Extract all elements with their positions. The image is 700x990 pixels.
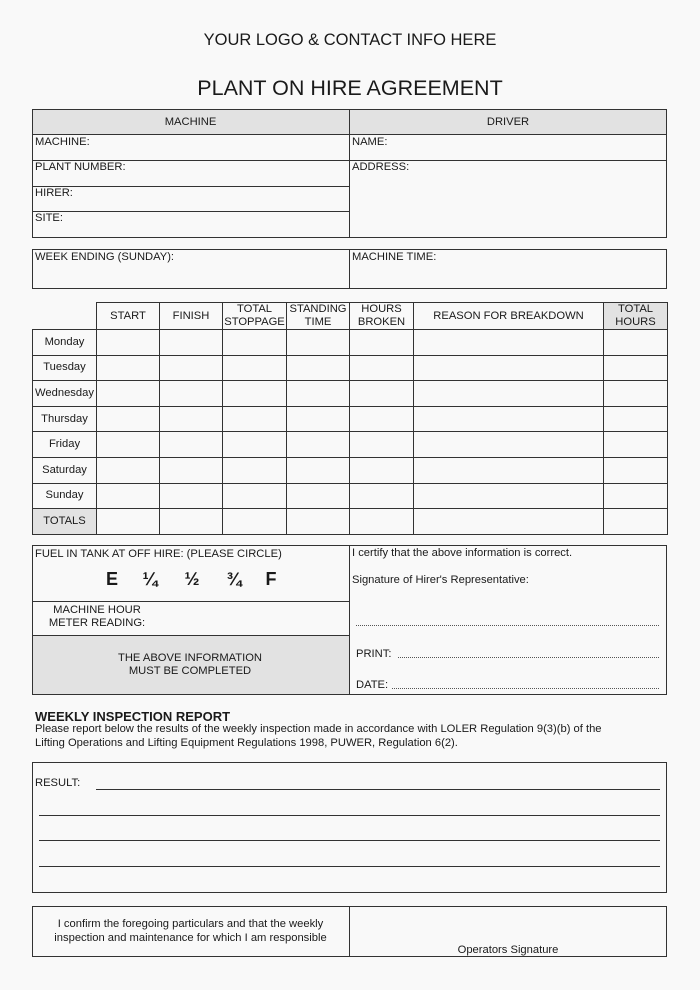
result-line[interactable] bbox=[39, 815, 660, 816]
machine-heading: MACHINE bbox=[164, 116, 217, 128]
table-row bbox=[33, 483, 668, 509]
fuel-level-three-quarter[interactable]: ¾ bbox=[226, 569, 242, 589]
result-line[interactable] bbox=[39, 840, 660, 841]
col-standing-time: STANDING TIME bbox=[287, 303, 350, 330]
date-label: DATE: bbox=[356, 679, 389, 691]
timesheet-table bbox=[32, 302, 668, 535]
day-label: Monday bbox=[33, 330, 97, 356]
logo-placeholder: YOUR LOGO & CONTACT INFO HERE bbox=[203, 31, 497, 49]
table-row bbox=[33, 406, 668, 432]
confirmation-line-2: inspection and maintenance for which I am responsible bbox=[54, 932, 327, 944]
col-hours-broken: HOURS BROKEN bbox=[350, 303, 414, 330]
print-line[interactable] bbox=[398, 657, 659, 658]
fuel-level-empty[interactable]: E bbox=[105, 569, 118, 589]
col-reason-for-breakdown: REASON FOR BREAKDOWN bbox=[414, 303, 604, 330]
result-line[interactable] bbox=[96, 789, 660, 790]
site-field-label[interactable]: SITE: bbox=[35, 212, 63, 224]
machine-field-label[interactable]: MACHINE: bbox=[35, 136, 90, 148]
week-ending-field-label[interactable]: WEEK ENDING (SUNDAY): bbox=[35, 251, 175, 263]
col-total-stoppage: TOTAL STOPPAGE bbox=[224, 303, 285, 328]
totals-label: TOTALS bbox=[33, 509, 97, 535]
operators-signature-label[interactable]: Operators Signature bbox=[457, 944, 559, 956]
table-row bbox=[33, 355, 668, 381]
plant-number-field-label[interactable]: PLANT NUMBER: bbox=[35, 161, 126, 173]
hirer-signature-line[interactable] bbox=[356, 625, 659, 626]
certify-statement: I certify that the above information is correct. bbox=[352, 547, 573, 559]
fuel-level-full[interactable]: F bbox=[265, 569, 277, 589]
day-label: Tuesday bbox=[33, 355, 97, 381]
result-label: RESULT: bbox=[35, 777, 81, 789]
table-row bbox=[33, 457, 668, 483]
fuel-level-half[interactable]: ½ bbox=[184, 569, 200, 589]
confirmation-line-1: I confirm the foregoing particulars and that the weekly bbox=[57, 918, 324, 930]
table-row bbox=[33, 381, 668, 407]
inspection-description-2: Lifting Operations and Lifting Equipment Regulations 1998, PUWER, Regulation 6(2). bbox=[35, 737, 458, 749]
table-row bbox=[33, 432, 668, 458]
hirer-field-label[interactable]: HIRER: bbox=[35, 187, 73, 199]
hirer-signature-label: Signature of Hirer's Representative: bbox=[352, 574, 529, 586]
print-label: PRINT: bbox=[356, 648, 392, 660]
fuel-label: FUEL IN TANK AT OFF HIRE: (PLEASE CIRCLE) bbox=[35, 548, 282, 560]
inspection-heading: WEEKLY INSPECTION REPORT bbox=[35, 709, 231, 724]
totals-row bbox=[33, 509, 668, 535]
machine-time-field-label[interactable]: MACHINE TIME: bbox=[352, 251, 437, 263]
address-field-label[interactable]: ADDRESS: bbox=[352, 161, 410, 173]
fuel-level-quarter[interactable]: ¼ bbox=[142, 569, 158, 589]
inspection-description-1: Please report below the results of the weekly inspection made in accordance with LOLER Regulation 9(3)(b) of the bbox=[35, 723, 602, 735]
name-field-label[interactable]: NAME: bbox=[352, 136, 388, 148]
page-title: PLANT ON HIRE AGREEMENT bbox=[197, 76, 503, 100]
date-line[interactable] bbox=[392, 688, 659, 689]
col-finish: FINISH bbox=[160, 303, 223, 330]
meter-reading-label[interactable]: MACHINE HOUR METER READING: bbox=[48, 604, 146, 630]
col-total-hours: TOTAL HOURS bbox=[604, 303, 668, 330]
col-start: START bbox=[97, 303, 160, 330]
driver-heading: DRIVER bbox=[486, 116, 530, 128]
must-complete-notice: THE ABOVE INFORMATION MUST BE COMPLETED bbox=[118, 652, 262, 678]
result-line[interactable] bbox=[39, 866, 660, 867]
day-label: Friday bbox=[33, 432, 97, 458]
day-label: Thursday bbox=[33, 406, 97, 432]
day-label: Saturday bbox=[33, 457, 97, 483]
day-label: Sunday bbox=[33, 483, 97, 509]
result-block bbox=[32, 762, 667, 893]
table-row bbox=[33, 330, 668, 356]
day-label: Wednesday bbox=[33, 381, 97, 407]
